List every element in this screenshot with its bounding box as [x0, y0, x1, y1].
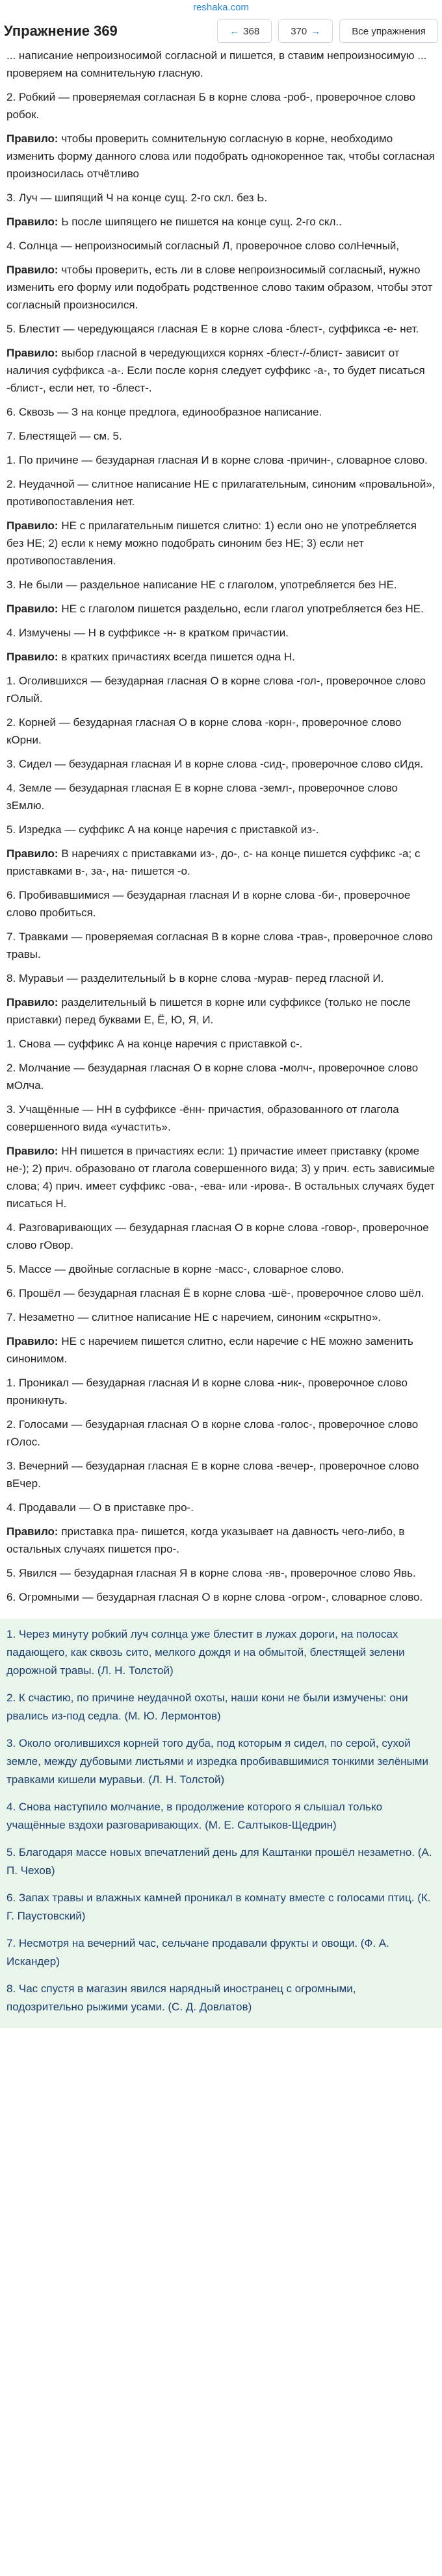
- site-logo[interactable]: reshaka.com: [193, 2, 249, 13]
- solution-item: Правило: Ь после шипящего не пишется на конце сущ. 2-го скл..: [6, 216, 342, 228]
- next-exercise-label: 370: [291, 25, 307, 37]
- rule-label: Правило:: [6, 996, 58, 1008]
- rule-label: Правило:: [6, 651, 58, 663]
- arrow-right-icon: →: [311, 25, 321, 37]
- solution-item: Правило: чтобы проверить, есть ли в слове непроизносимый согласный, нужно изменить его форму или подобрать родственное слово таким образом, чтобы этот согласный произносился.: [6, 264, 433, 311]
- solution-item: 1. Проникал — безударная гласная И в корне слова -ник-, проверочное слово проникнуть.: [6, 1377, 408, 1407]
- rule-label: Правило:: [6, 1335, 58, 1347]
- rule-label: Правило:: [6, 1525, 58, 1538]
- solution-item: 2. Молчание — безударная гласная О в корне слова -молч-, проверочное слово мОлча.: [6, 1062, 419, 1092]
- solution-item: 4. Разговаривающих — безударная гласная О в корне слова -говор-, проверочное слово гОвор.: [6, 1221, 429, 1251]
- solution-item: Правило: разделительный Ь пишется в корне или суффиксе (только не после приставки) перед буквами Е, Ё, Ю, Я, И.: [6, 996, 411, 1026]
- arrow-left-icon: ←: [229, 25, 240, 37]
- example-sentence: 7. Несмотря на вечерний час, сельчане продавали фрукты и овощи. (Ф. А. Искандер): [6, 1937, 389, 1968]
- rule-label: Правило:: [6, 216, 58, 228]
- rule-label: Правило:: [6, 347, 58, 359]
- solution-item: 5. Массе — двойные согласные в корне -масс-, словарное слово.: [6, 1263, 344, 1275]
- solution-item: 5. Явился — безударная гласная Я в корне слова -яв-, проверочное слово Явь.: [6, 1567, 416, 1579]
- example-sentence: 8. Час спустя в магазин явился нарядный иностранец с огромными, подозрительно рыжими усами. (С. Д. Довлатов): [6, 1982, 356, 2013]
- example-sentence: 5. Благодаря массе новых впечатлений день для Каштанки прошёл незаметно. (А. П. Чехов): [6, 1846, 432, 1877]
- solution-item: 5. Блестит — чередующаяся гласная Е в корне слова -блест-, суффикса -е- нет.: [6, 323, 419, 335]
- solution-item: Правило: В наречиях с приставками из-, до-, с- на конце пишется суффикс -а; с приставками в-, за-, на- пишется -о.: [6, 847, 421, 877]
- solution-item: Правило: НЕ с наречием пишется слитно, если наречие с НЕ можно заменить синонимом.: [6, 1335, 413, 1365]
- solution-item: 4. Измучены — Н в суффиксе -н- в кратком причастии.: [6, 627, 289, 639]
- solution-item: Правило: НЕ с глаголом пишется раздельно, если глагол употребляется без НЕ.: [6, 603, 424, 615]
- exercise-nav: [217, 19, 438, 43]
- solution-item: 4. Солнца — непроизносимый согласный Л, проверочное слово солНечный,: [6, 240, 400, 252]
- solution-item: 4. Земле — безударная гласная Е в корне слова -земл-, проверочное слово зЕмлю.: [6, 782, 398, 812]
- example-sentence: 4. Снова наступило молчание, в продолжение которого я слышал только учащённые вздохи разговаривающих. (М. Е. Салтыков-Щедрин): [6, 1801, 383, 1831]
- solution-item: 7. Незаметно — слитное написание НЕ с наречием, синоним «скрытно».: [6, 1311, 382, 1323]
- page-title: Упражнение 369: [4, 23, 118, 39]
- solution-item: Правило: приставка пра- пишется, когда указывает на давность чего-либо, в остальных случаях пишется про-.: [6, 1525, 405, 1555]
- example-sentence: 6. Запах травы и влажных камней проникал в комнату вместе с голосами птиц. (К. Г. Паустовский): [6, 1892, 431, 1922]
- example-sentence: 1. Через минуту робкий луч солнца уже блестит в лужах дороги, на полосах падающего, как сквозь сито, мелкого дождя и на обмытой, блестящей зелени дорожной травы. (Л. Н. Толстой): [6, 1628, 405, 1677]
- rule-label: Правило:: [6, 519, 58, 532]
- next-exercise-button[interactable]: [278, 19, 333, 43]
- rule-label: Правило:: [6, 132, 58, 145]
- solution-item: Правило: чтобы проверить сомнительную согласную в корне, необходимо изменить форму данного слова или подобрать однокоренное так, чтобы согласная произносилась отчётливо: [6, 132, 435, 180]
- rule-label: Правило:: [6, 264, 58, 276]
- solution-item: 2. Корней — безударная гласная О в корне слова -корн-, проверочное слово кОрни.: [6, 716, 402, 746]
- solution-item: 2. Неудачной — слитное написание НЕ с прилагательным, синоним «провальной», противопоставления нет.: [6, 478, 436, 508]
- solution-item: Правило: в кратких причастиях всегда пишется одна Н.: [6, 651, 295, 663]
- solution-item: Правило: выбор гласной в чередующихся корнях -блест-/-блист- зависит от наличия суффикса -а-. Если после корня следует суффикс -а-, то будет писаться -блист-, если нет, то -блест-.: [6, 347, 425, 394]
- example-sentence: 2. К счастию, по причине неудачной охоты, наши кони не были измучены: они рвались из-под седла. (М. Ю. Лермонтов): [6, 1692, 408, 1722]
- solution-item: 3. Вечерний — безударная гласная Е в корне слова -вечер-, проверочное слово вЕчер.: [6, 1460, 419, 1490]
- all-exercises-button[interactable]: Все упражнения: [339, 19, 438, 43]
- rule-label: Правило:: [6, 603, 58, 615]
- solution-item: 2. Голосами — безударная гласная О в корне слова -голос-, проверочное слово гОлос.: [6, 1418, 419, 1448]
- solution-item: 7. Блестящей — см. 5.: [6, 430, 122, 442]
- page-header: [0, 16, 442, 47]
- solution-item: 7. Травками — проверяемая согласная В в корне слова -трав-, проверочное слово травы.: [6, 931, 433, 960]
- prev-exercise-button[interactable]: [217, 19, 272, 43]
- solution-item: 2. Робкий — проверяемая согласная Б в корне слова -роб-, проверочное слово робок.: [6, 91, 415, 121]
- prev-exercise-label: 368: [243, 25, 260, 37]
- solution-item: 6. Огромными — безударная гласная О в корне слова -огром-, словарное слово.: [6, 1591, 423, 1603]
- solution-item: 1. Снова — суффикс А на конце наречия с приставкой с-.: [6, 1038, 303, 1050]
- example-sentences: [0, 1619, 442, 2028]
- solution-item: 1. По причине — безударная гласная И в корне слова -причин-, словарное слово.: [6, 454, 428, 466]
- solution-item: 3. Не были — раздельное написание НЕ с глаголом, употребляется без НЕ.: [6, 579, 397, 591]
- solution-item: Правило: НН пишется в причастиях если: 1) причастие имеет приставку (кроме не-); 2) прич. образовано от глагола совершенного вида; 3) у прич. есть зависимые слова; 4) прич. имеет суффикс -ова-, -ева- или -ирова-. В остальных случаях будет писаться Н.: [6, 1145, 436, 1210]
- solution-item: Правило: НЕ с прилагательным пишется слитно: 1) если оно не употребляется без НЕ; 2) если к нему можно подобрать синоним без НЕ; 3) если нет противопоставления.: [6, 519, 417, 567]
- solution-item: 3. Учащённые — НН в суффиксе -ённ- причастия, образованного от глагола совершенного вида «участить».: [6, 1103, 399, 1133]
- solution-item: 4. Продавали — О в приставке про-.: [6, 1501, 194, 1514]
- solution-item: 5. Изредка — суффикс А на конце наречия с приставкой из-.: [6, 823, 319, 836]
- rule-label: Правило:: [6, 847, 58, 860]
- solution-item: 3. Луч — шипящий Ч на конце сущ. 2-го скл. без Ь.: [6, 192, 268, 204]
- solution-item: ... написание непроизносимой согласной и пишется, в ставим непроизносимую ... проверяем на сомнительную гласную.: [6, 49, 427, 79]
- solution-item: 3. Сидел — безударная гласная И в корне слова -сид-, проверочное слово сИдя.: [6, 758, 424, 770]
- solution-item: 6. Прошёл — безударная гласная Ё в корне слова -шё-, проверочное слово шёл.: [6, 1287, 424, 1299]
- solution-item: 6. Сквозь — З на конце предлога, единообразное написание.: [6, 406, 322, 418]
- solution-item: 8. Муравьи — разделительный Ь в корне слова -мурав- перед гласной И.: [6, 972, 384, 984]
- example-sentence: 3. Около оголившихся корней того дуба, под которым я сидел, по серой, сухой земле, между дубовыми листьями и изредка пробивавшимися тонкими зелёными травками кишели муравьи. (Л. Н. Толстой): [6, 1737, 428, 1786]
- solution-text: [0, 47, 442, 1606]
- rule-label: Правило:: [6, 1145, 58, 1157]
- solution-item: 1. Оголившихся — безударная гласная О в корне слова -гол-, проверочное слово гОлый.: [6, 675, 426, 705]
- solution-item: 6. Пробивавшимися — безударная гласная И в корне слова -би-, проверочное слово пробиться.: [6, 889, 411, 919]
